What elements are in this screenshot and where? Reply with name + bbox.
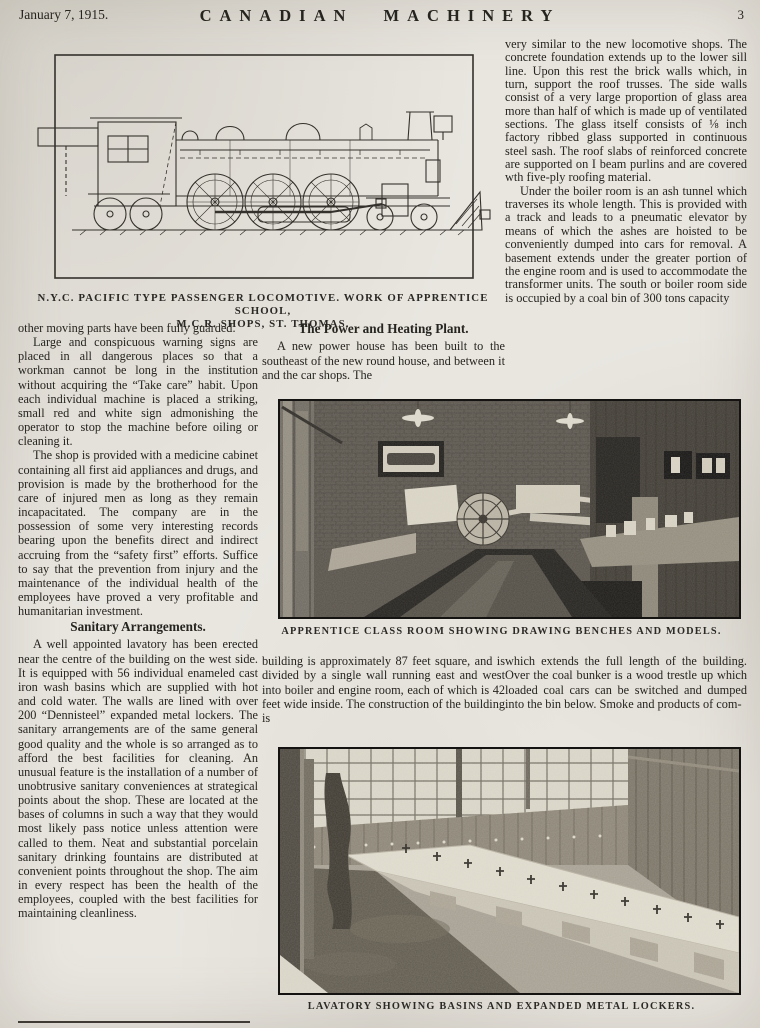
right-column-bottom — [505, 654, 747, 744]
middle-column-top — [262, 320, 505, 395]
left-paragraph-2: Large and conspicuous warning signs are placed in all dangerous places so that a workman cannot be long in the institution without acquiring the “Take care” habit. Upon each individual machine is placed a striking, small red and white sign admonishing the operator to stop the machine before oiling or cleaning it. — [18, 335, 258, 449]
column-end-rule — [18, 1021, 250, 1023]
right-paragraph-1: very similar to the new locomotive shops. The concrete foundation extends up to the lower sill line. Upon this rest the brick walls which, in turn, support the roof trusses. The side walls consist of a very large proportion of glass area more than half of which is made up of ventilated sections. The glass itself consists of ⅛ inch factory ribbed glass supported in continuous steel sash. The roof slabs of reinforced concrete are supported on I beam purlins and are covered wth five-ply roofing material. — [505, 38, 747, 185]
classroom-photo — [278, 399, 741, 619]
right-paragraph-2: Under the boiler room is an ash tunnel which traverses its whole length. This is provided with a track and leads to a pneumatic elevator by means of which the ashes are hoisted to be conveniently dumped into cars for removal. A basement extends under the greater portion of the engine room and is used to accommodate the transformer units. The south or boiler room side is occupied by a coal bin of 300 tons capacity — [505, 183, 747, 305]
masthead: CANADIAN MACHINERY — [199, 6, 561, 25]
locomotive-caption-line1: N.Y.C. PACIFIC TYPE PASSENGER LOCOMOTIVE. WORK OF APPRENTICE SCHOOL, — [37, 292, 489, 318]
locomotive-figure — [30, 44, 506, 290]
left-paragraph-3: The shop is provided with a medicine cabinet containing all first aid appliances and drugs, and provision is made by the brotherhood for the care of injured men as long as they remain incapacitated. The company are in the possession of some very interesting records bearing upon the benefits direct and indirect accruing from the “safety first” efforts. Suffice to say that the prevention from injury and the maintenance of the individual health of the employees have proved a very profitable and humanitarian investment. — [18, 448, 258, 619]
lavatory-photo — [278, 747, 741, 995]
right-column-top — [505, 38, 747, 396]
left-column — [18, 321, 258, 1021]
classroom-caption: APPRENTICE CLASS ROOM SHOWING DRAWING BENCHES AND MODELS. — [281, 626, 722, 637]
classroom-photo-image — [280, 401, 739, 617]
lavatory-photo-image — [280, 749, 739, 993]
left-paragraph-4: A well appointed lavatory has been erected near the centre of the building on the west side. It is equipped with 56 individual enameled cast iron wash basins which are supplied with hot and cold water. The walls are lined with over 200 “Dennisteel” expanded metal lockers. The sanitary arrangements are of the same general good quality and the whole is so arranged as to afford the best facilities for cleaning. An unusual feature is the installation of a number of unobtrusive sanitary conveniences at strategical points about the shop. These are located at the bases of columns in such a way that they would most likely pass notice unless attention were called to them. Neat and substantial porcelain sanitary drinking fountains are distributed at convenient points throughout the shop. The aim in every respect has been the health of the employees, coupled with the best facilities for maintaining cleanliness. — [18, 637, 258, 921]
locomotive-caption-line2: M.C.R. SHOPS, ST. THOMAS. — [176, 318, 350, 331]
section-heading-power-plant: The Power and Heating Plant. — [298, 321, 469, 336]
left-paragraph-1: other moving parts have been fully guarded. — [18, 321, 236, 335]
middle-paragraph-1: A new power house has been built to the southeast of the new round house, and between it and the car shops. The — [262, 339, 505, 382]
issue-date: January 7, 1915. — [19, 7, 109, 22]
middle-column-bottom — [262, 654, 505, 744]
lavatory-caption: LAVATORY SHOWING BASINS AND EXPANDED METAL LOCKERS. — [307, 1001, 696, 1012]
locomotive-line-drawing-icon — [30, 44, 506, 290]
page-number: 3 — [737, 7, 744, 22]
right-paragraph-3: which extends the full length of the building. Over the coal bunker is a wood trestle up which loaded coal cars can be switched and dumped into the bin below. Smoke and products of com- — [505, 654, 747, 711]
section-heading-sanitary: Sanitary Arrangements. — [70, 619, 206, 635]
middle-paragraph-2: building is approximately 87 feet square, and is divided by a single wall running east and west into boiler and engine room, each of which is 42 feet wide inside. The construction of the building is — [262, 654, 505, 726]
